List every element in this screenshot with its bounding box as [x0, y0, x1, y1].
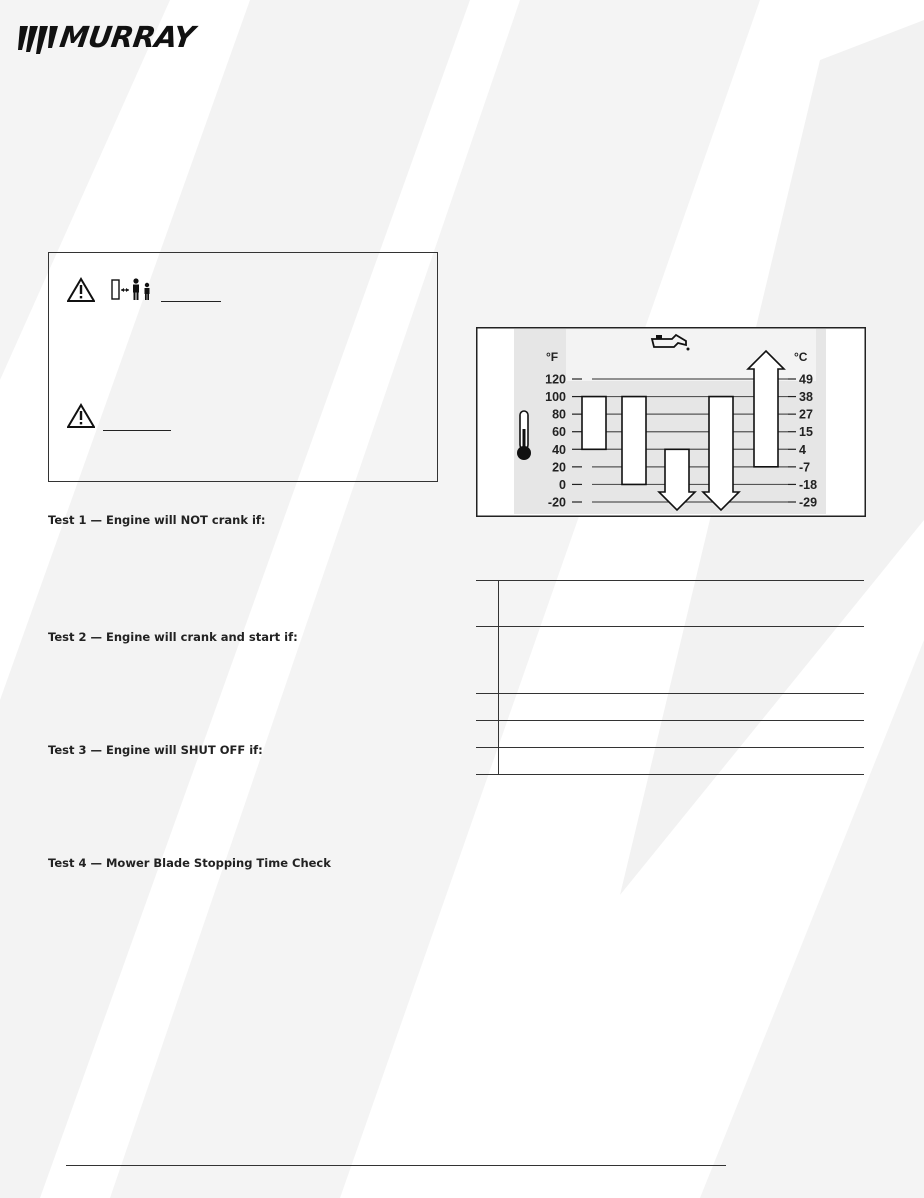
tick-label-f: -20: [547, 495, 566, 510]
tick-label-c: -29: [799, 495, 818, 510]
spec-table: [476, 580, 864, 775]
viscosity-range-bar: [703, 397, 739, 510]
warning-triangle-icon: [67, 403, 95, 429]
footer-rule: [66, 1165, 726, 1166]
logo-slash-mark: [18, 18, 62, 58]
brand-name: MURRAY: [57, 20, 197, 54]
tick-label-f: 20: [552, 460, 566, 475]
viscosity-range-bar: [748, 351, 784, 467]
test-4-heading: Test 4 — Mower Blade Stopping Time Check: [48, 856, 331, 870]
fahrenheit-unit: °F: [546, 350, 559, 364]
test-1-heading: Test 1 — Engine will NOT crank if:: [48, 513, 266, 527]
table-row: [476, 627, 864, 694]
viscosity-range-bar: [582, 397, 606, 450]
keep-bystanders-away-icon: [111, 277, 159, 303]
tick-label-f: 60: [552, 425, 566, 440]
test-3-heading: Test 3 — Engine will SHUT OFF if:: [48, 743, 263, 757]
signal-word-line: [161, 301, 221, 302]
tick-label-f: 120: [545, 372, 566, 387]
tick-label-c: 4: [799, 442, 806, 457]
test-2-heading: Test 2 — Engine will crank and start if:: [48, 630, 298, 644]
oil-temperature-chart: [476, 327, 866, 517]
signal-word-line: [103, 430, 171, 431]
tick-label-c: -18: [799, 477, 818, 492]
tick-label-c: 15: [799, 425, 813, 440]
safety-warning-box: [48, 252, 438, 482]
tick-label-f: 40: [552, 442, 566, 457]
table-row: [476, 748, 864, 775]
celsius-unit: °C: [794, 350, 808, 364]
tick-label-c: 49: [799, 372, 813, 387]
table-row: [476, 694, 864, 721]
table-row: [476, 581, 864, 627]
brand-logo: [18, 18, 218, 58]
tick-label-c: -7: [799, 460, 811, 475]
warning-triangle-icon: [67, 277, 95, 303]
tick-label-f: 100: [545, 390, 566, 405]
tick-label-c: 38: [799, 390, 813, 405]
tick-label-f: 0: [559, 477, 566, 492]
table-row: [476, 721, 864, 748]
viscosity-range-bar: [622, 397, 646, 485]
tick-label-f: 80: [552, 407, 566, 422]
tick-label-c: 27: [799, 407, 813, 422]
